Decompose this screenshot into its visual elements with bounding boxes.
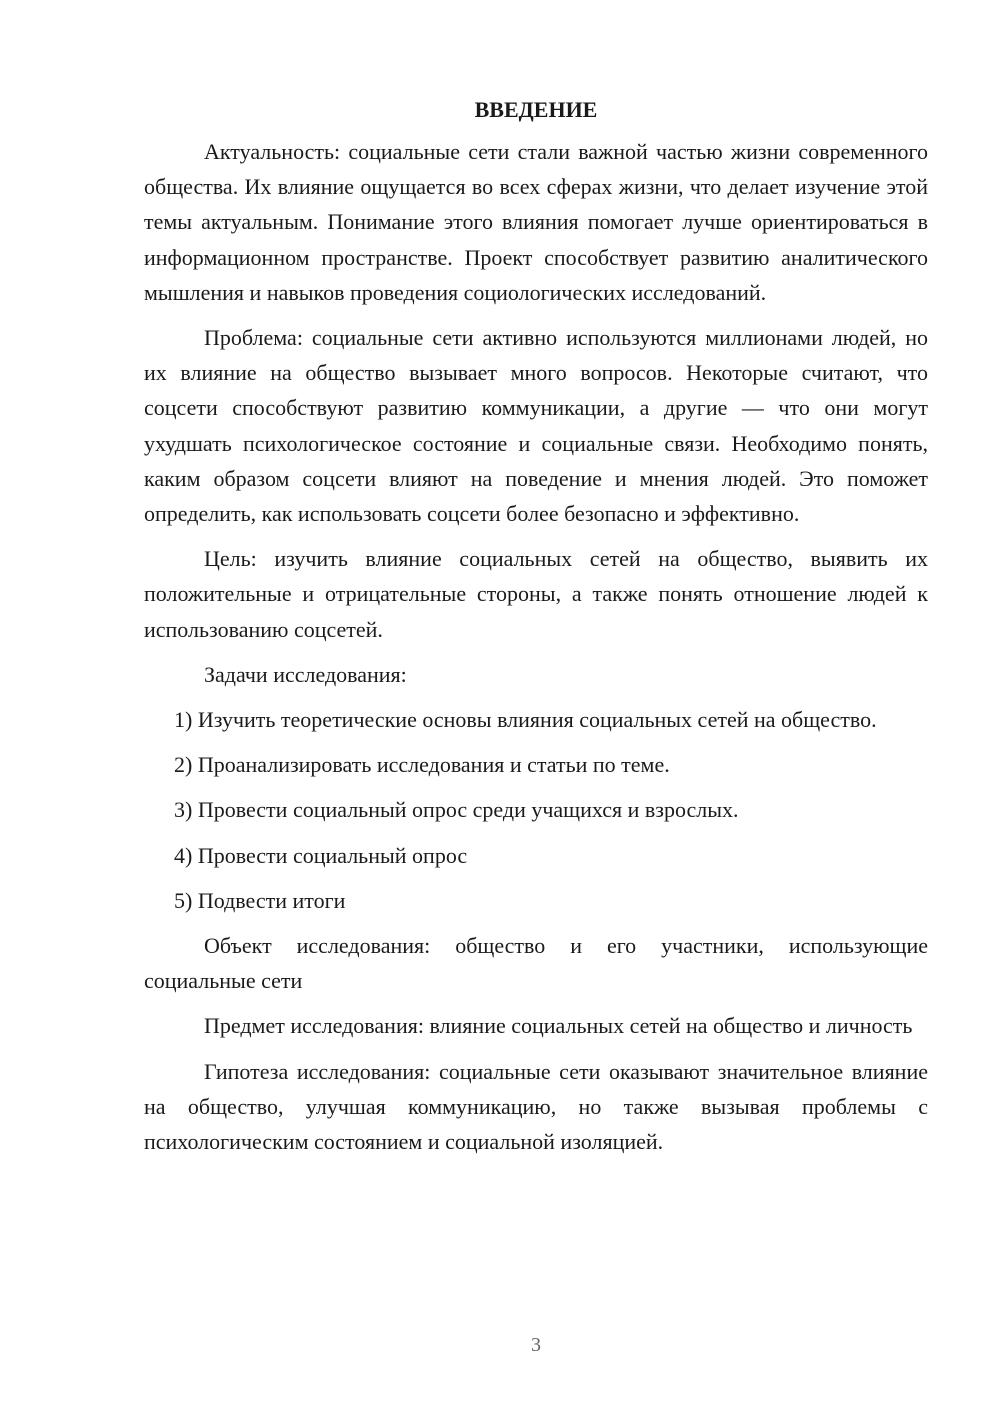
- task-item-3: 3) Провести социальный опрос среди учащихся и взрослых.: [174, 797, 739, 823]
- task-item-5: 5) Подвести итоги: [174, 887, 346, 913]
- tasks-heading: Задачи исследования:: [204, 661, 407, 687]
- relevance-paragraph: Актуальность: социальные сети стали важной частью жизни современного общества. Их влияние ощущается во всех сферах жизни, что делает изучение этой темы актуальным. Понимание этого влияния помогает лучше ориентироваться в информационном пространстве. Проект способствует развитию аналитического мышления и навыков проведения социологических исследований.: [144, 139, 928, 305]
- task-item-1: 1) Изучить теоретические основы влияния социальных сетей на общество.: [174, 707, 877, 733]
- goal-paragraph: Цель: изучить влияние социальных сетей на общество, выявить их положительные и отрицательные стороны, а также понять отношение людей к использованию соцсетей.: [144, 546, 928, 642]
- task-item-4: 4) Провести социальный опрос: [174, 842, 468, 868]
- page-number: 3: [531, 1334, 541, 1356]
- problem-paragraph: Проблема: социальные сети активно используются миллионами людей, но их влияние на общество вызывает много вопросов. Некоторые считают, что соцсети способствуют развитию коммуникации, а другие — что они могут ухудшать психологическое состояние и социальные связи. Необходимо понять, каким образом соцсети влияют на поведение и мнения людей. Это поможет определить, как использовать соцсети более безопасно и эффективно.: [144, 325, 928, 527]
- document-body: [144, 96, 928, 1169]
- subject-paragraph: Предмет исследования: влияние социальных сетей на общество и личность: [204, 1013, 913, 1039]
- object-paragraph: Объект исследования: общество и его участники, использующие социальные сети: [144, 933, 928, 994]
- section-title: ВВЕДЕНИЕ: [474, 97, 598, 122]
- hypothesis-paragraph: Гипотеза исследования: социальные сети оказывают значительное влияние на общество, улучшая коммуникацию, но также вызывая проблемы с психологическим состоянием и социальной изоляцией.: [144, 1058, 928, 1155]
- task-item-2: 2) Проанализировать исследования и статьи по теме.: [174, 752, 670, 778]
